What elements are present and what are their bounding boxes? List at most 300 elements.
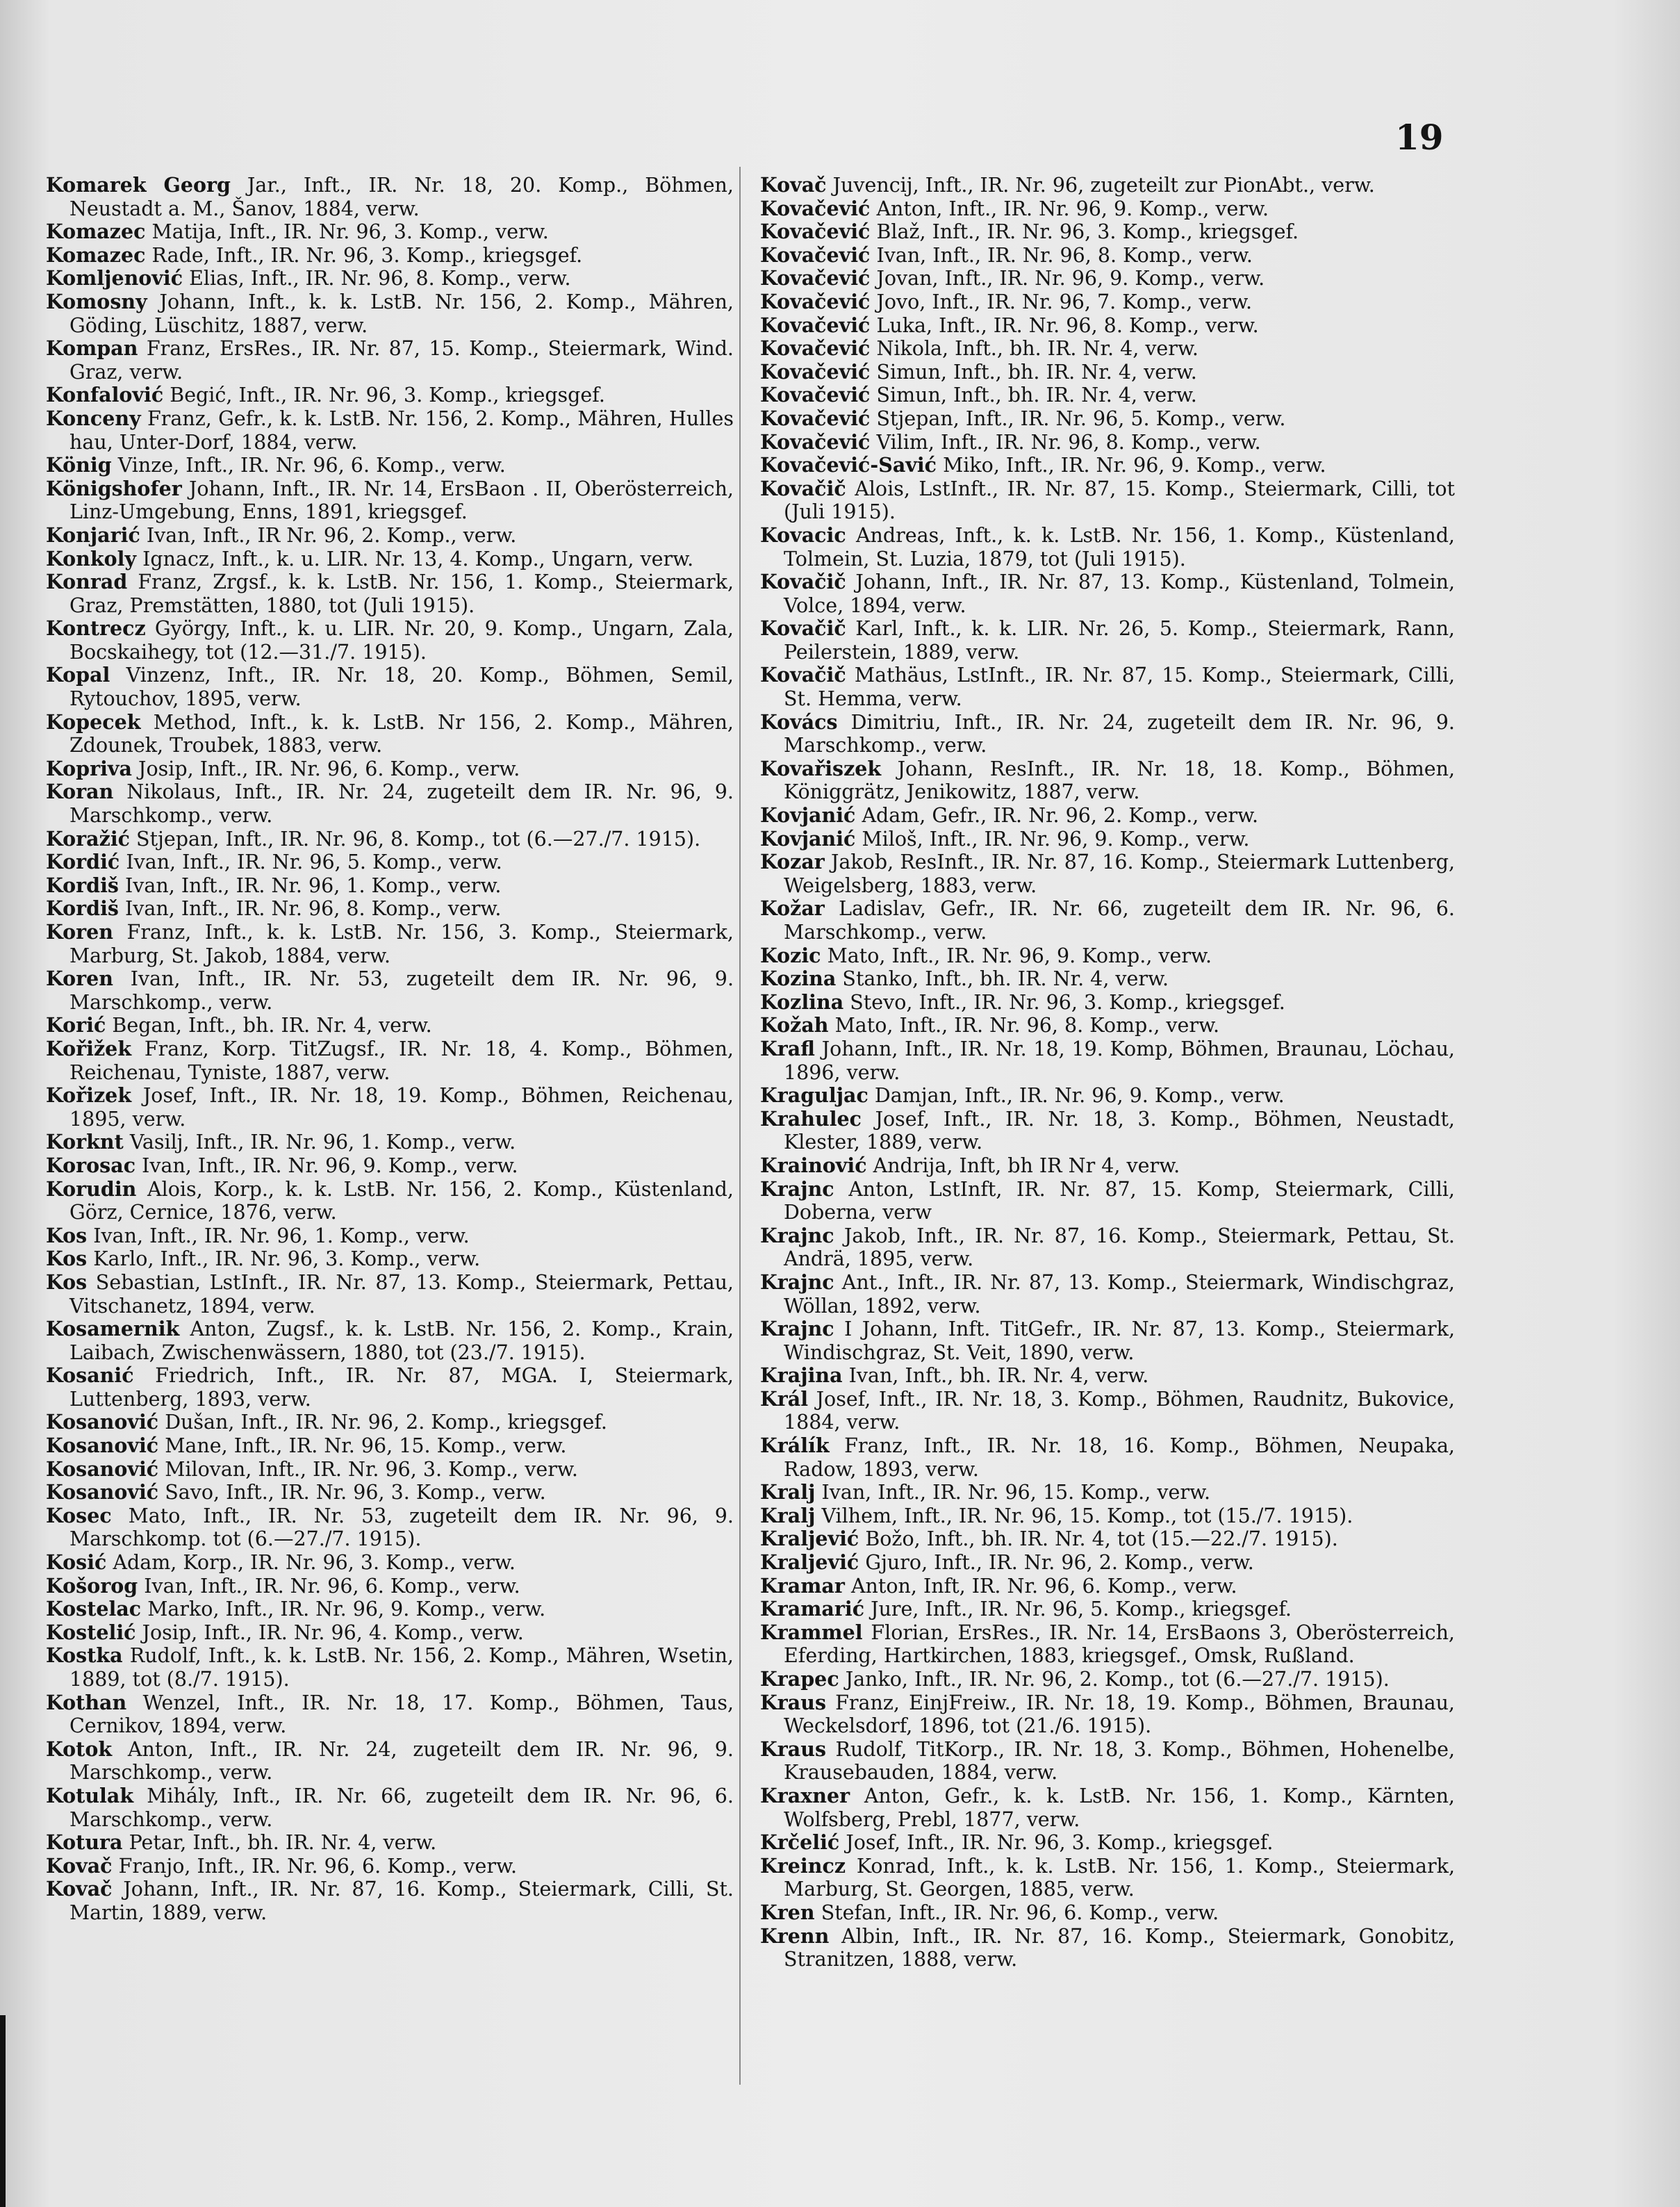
entry-details: Stanko, Inft., bh. IR. Nr. 4, verw.	[836, 967, 1169, 991]
register-entry	[46, 220, 734, 244]
entry-details: Franz, EinjFreiw., IR. Nr. 18, 19. Komp., Böhmen, Braunau, Weckelsdorf, 1896, tot (21./6. 1915).	[784, 1691, 1455, 1738]
register-entry	[46, 1551, 734, 1575]
entry-details: Franz, ErsRes., IR. Nr. 87, 15. Komp., Steiermark, Wind. Graz, verw.	[69, 337, 734, 384]
entry-surname: Konkoly	[46, 546, 137, 571]
entry-surname: Kovačević	[760, 359, 871, 384]
entry-surname: Kovjanić	[760, 826, 856, 851]
entry-details: Luka, Inft., IR. Nr. 96, 8. Komp., verw.	[870, 313, 1259, 337]
entry-details: Josef, Inft., IR. Nr. 18, 3. Komp., Böhmen, Raudnitz, Bukovice, 1884, verw.	[784, 1387, 1455, 1434]
register-entry	[46, 1575, 734, 1598]
register-entry	[760, 1575, 1455, 1598]
entry-surname: Kostka	[46, 1643, 123, 1668]
entry-surname: Krčelić	[760, 1830, 840, 1855]
entry-surname: Krajnc	[760, 1270, 834, 1294]
entry-details: Jovo, Inft., IR. Nr. 96, 7. Komp., verw.	[870, 290, 1253, 313]
entry-surname: Kožah	[760, 1013, 829, 1037]
entry-details: Jure, Inft., IR. Nr. 96, 5. Komp., kriegsgef.	[864, 1598, 1292, 1621]
register-entry	[46, 174, 734, 220]
entry-details: Ivan, Inft., IR. Nr. 96, 8. Komp., verw.	[870, 243, 1253, 267]
entry-surname: Koren	[46, 920, 114, 944]
entry-details: Ivan, Inft., IR. Nr. 96, 1. Komp., verw.	[87, 1224, 470, 1247]
register-entry	[760, 1785, 1455, 1831]
entry-surname: Kovacic	[760, 523, 846, 547]
entry-details: Adam, Korp., IR. Nr. 96, 3. Komp., verw.	[106, 1551, 516, 1575]
entry-surname: Konjarić	[46, 523, 140, 547]
entry-details: Karl, Inft., k. k. LIR. Nr. 26, 5. Komp., Steiermark, Rann, Peilerstein, 1889, verw.	[784, 617, 1455, 664]
entry-details: Mato, Inft., IR. Nr. 53, zugeteilt dem IR. Nr. 96, 9. Marschkomp. tot (6.—27./7. 1915).	[69, 1504, 734, 1551]
entry-surname: Kožar	[760, 896, 825, 921]
register-entry	[760, 1504, 1455, 1528]
entry-details: Alois, Korp., k. k. LstB. Nr. 156, 2. Komp., Küstenland, Görz, Cernice, 1876, verw.	[69, 1177, 734, 1224]
entry-surname: Košorog	[46, 1573, 138, 1598]
entry-surname: Krapec	[760, 1667, 839, 1691]
entry-details: Jar., Inft., IR. Nr. 18, 20. Komp., Böhmen, Neustadt a. M., Šanov, 1884, verw.	[69, 174, 734, 220]
register-entry	[760, 991, 1455, 1015]
entry-details: Began, Inft., bh. IR. Nr. 4, verw.	[106, 1014, 432, 1037]
entry-surname: Kovačević	[760, 429, 871, 454]
entry-details: Anton, Inft., IR. Nr. 96, 9. Komp., verw.	[870, 197, 1269, 220]
left-column	[46, 174, 734, 1925]
entry-surname: Kordiš	[46, 873, 119, 897]
entry-surname: Kramar	[760, 1573, 845, 1598]
entry-surname: Krainović	[760, 1153, 867, 1177]
entry-surname: Krenn	[760, 1923, 830, 1948]
register-entry	[46, 1831, 734, 1855]
entry-surname: Kovačič	[760, 476, 846, 500]
register-entry	[46, 921, 734, 967]
register-entry	[46, 851, 734, 874]
entry-details: György, Inft., k. u. LIR. Nr. 20, 9. Komp., Ungarn, Zala, Bocskaihegy, tot (12.—31./7. 1915).	[69, 617, 734, 664]
register-entry	[760, 804, 1455, 828]
entry-details: Rudolf, TitKorp., IR. Nr. 18, 3. Komp., Böhmen, Hohenelbe, Krausebauden, 1884, verw.	[784, 1737, 1455, 1785]
entry-details: Josip, Inft., IR. Nr. 96, 4. Komp., verw.	[135, 1621, 524, 1644]
entry-surname: Kozic	[760, 943, 821, 967]
entry-surname: Krafl	[760, 1036, 815, 1060]
entry-details: Ivan, Inft., IR Nr. 96, 2. Komp., verw.	[140, 523, 517, 547]
register-entry	[46, 1364, 734, 1411]
entry-surname: Krajina	[760, 1363, 843, 1388]
register-entry	[46, 267, 734, 290]
entry-details: Marko, Inft., IR. Nr. 96, 9. Komp., verw.	[141, 1598, 546, 1621]
register-entry	[760, 1668, 1455, 1691]
entry-surname: Kovačević	[760, 383, 871, 407]
entry-details: Miko, Inft., IR. Nr. 96, 9. Komp., verw.	[937, 454, 1326, 477]
entry-surname: Kovačević	[760, 406, 871, 430]
entry-surname: Königshofer	[46, 476, 182, 500]
entry-surname: Kozlina	[760, 990, 844, 1014]
register-entry	[760, 1434, 1455, 1481]
entry-details: Mato, Inft., IR. Nr. 96, 8. Komp., verw.	[828, 1014, 1220, 1037]
entry-surname: Král	[760, 1386, 809, 1411]
entry-surname: Kraljević	[760, 1527, 859, 1551]
entry-surname: Korknt	[46, 1130, 124, 1154]
entry-surname: Kozina	[760, 967, 837, 991]
entry-details: Ivan, Inft., IR. Nr. 96, 1. Komp., verw.	[118, 873, 502, 897]
register-entry	[46, 1318, 734, 1364]
entry-details: Jakob, ResInft., IR. Nr. 87, 16. Komp., Steiermark Luttenberg, Weigelsberg, 1883, verw.	[784, 851, 1455, 897]
register-entry	[760, 1224, 1455, 1271]
entry-details: Vinze, Inft., IR. Nr. 96, 6. Komp., verw.	[111, 454, 506, 477]
entry-surname: Komazec	[46, 243, 146, 267]
entry-surname: Kosanović	[46, 1457, 159, 1481]
register-entry	[760, 1037, 1455, 1084]
register-entry	[46, 967, 734, 1014]
register-entry	[46, 1598, 734, 1621]
entry-surname: Kosamernik	[46, 1317, 180, 1341]
entry-surname: Kraljević	[760, 1550, 859, 1575]
entry-details: Josef, Inft., IR. Nr. 96, 3. Komp., kriegsgef.	[839, 1831, 1274, 1855]
register-entry	[760, 220, 1455, 244]
entry-surname: Kraxner	[760, 1783, 850, 1807]
entry-details: Florian, ErsRes., IR. Nr. 14, ErsBaons 3, Oberösterreich, Eferding, Hartkirchen, 1883, kriegsgef., Omsk, Rußland.	[784, 1621, 1455, 1668]
register-entry	[760, 524, 1455, 571]
entry-surname: Konfalović	[46, 383, 164, 407]
register-entry	[760, 1901, 1455, 1925]
register-entry	[760, 1551, 1455, 1575]
register-entry	[46, 1644, 734, 1691]
entry-details: Franz, Zrgsf., k. k. LstB. Nr. 156, 1. Komp., Steiermark, Graz, Premstätten, 1880, tot (Juli 1915).	[69, 571, 734, 617]
register-entry	[46, 290, 734, 337]
register-entry	[760, 267, 1455, 290]
register-entry	[760, 617, 1455, 664]
register-entry	[760, 1084, 1455, 1108]
entry-surname: Kopal	[46, 663, 110, 687]
register-entry	[46, 1131, 734, 1154]
entry-details: Begić, Inft., IR. Nr. 96, 3. Komp., kriegsgef.	[163, 384, 605, 407]
entry-details: Stefan, Inft., IR. Nr. 96, 6. Komp., verw.	[814, 1901, 1219, 1924]
entry-details: Božo, Inft., bh. IR. Nr. 4, tot (15.—22./7. 1915).	[859, 1527, 1338, 1551]
entry-details: Wenzel, Inft., IR. Nr. 18, 17. Komp., Böhmen, Taus, Cernikov, 1894, verw.	[69, 1691, 734, 1738]
register-entry	[760, 1481, 1455, 1504]
entry-details: Vilim, Inft., IR. Nr. 96, 8. Komp., verw.	[870, 430, 1261, 454]
entry-surname: Kovačević-Savić	[760, 453, 937, 477]
entry-details: Franz, Gefr., k. k. LstB. Nr. 156, 2. Komp., Mähren, Hulles hau, Unter-Dorf, 1884, verw.	[69, 407, 734, 454]
register-entry	[46, 1738, 734, 1785]
entry-surname: Kořižek	[46, 1036, 132, 1060]
entry-details: Friedrich, Inft., IR. Nr. 87, MGA. I, Steiermark, Luttenberg, 1893, verw.	[69, 1364, 734, 1411]
entry-details: Mane, Inft., IR. Nr. 96, 15. Komp., verw.	[158, 1434, 567, 1458]
register-entry	[46, 1411, 734, 1434]
entry-surname: Koran	[46, 780, 114, 804]
entry-surname: Kosić	[46, 1550, 107, 1575]
register-entry	[760, 361, 1455, 384]
register-entry	[46, 1014, 734, 1037]
entry-surname: Králík	[760, 1434, 830, 1458]
entry-details: Josef, Inft., IR. Nr. 18, 3. Komp., Böhmen, Neustadt, Klester, 1889, verw.	[784, 1107, 1455, 1154]
entry-surname: Kothan	[46, 1690, 127, 1714]
entry-details: Franz, Inft., k. k. LstB. Nr. 156, 3. Komp., Steiermark, Marburg, St. Jakob, 1884, verw.	[69, 921, 734, 967]
entry-details: Karlo, Inft., IR. Nr. 96, 3. Komp., verw.	[87, 1247, 481, 1271]
entry-details: Jovan, Inft., IR. Nr. 96, 9. Komp., verw.	[870, 267, 1265, 290]
entry-surname: Kos	[46, 1247, 88, 1271]
entry-surname: Kovačević	[760, 243, 871, 267]
entry-details: Ignacz, Inft., k. u. LIR. Nr. 13, 4. Komp., Ungarn, verw.	[136, 547, 694, 571]
entry-details: Johann, Inft., IR. Nr. 18, 19. Komp, Böhmen, Braunau, Löchau, 1896, verw.	[784, 1037, 1455, 1084]
entry-surname: Krahulec	[760, 1106, 862, 1131]
entry-surname: Kovačević	[760, 313, 871, 337]
entry-details: Vinzenz, Inft., IR. Nr. 18, 20. Komp., Böhmen, Semil, Rytouchov, 1895, verw.	[69, 664, 734, 711]
entry-surname: Kosanović	[46, 1434, 159, 1458]
entry-surname: Kovačič	[760, 616, 846, 641]
entry-details: Stjepan, Inft., IR. Nr. 96, 5. Komp., verw.	[870, 407, 1286, 430]
entry-surname: Kotura	[46, 1830, 123, 1855]
entry-details: Konrad, Inft., k. k. LstB. Nr. 156, 1. Komp., Steiermark, Marburg, St. Georgen, 1885, verw.	[784, 1854, 1455, 1901]
register-entry	[760, 1925, 1455, 1971]
entry-surname: Kralj	[760, 1503, 816, 1527]
entry-surname: Korudin	[46, 1176, 137, 1201]
entry-surname: Kostelić	[46, 1620, 136, 1644]
entry-surname: Kotok	[46, 1737, 113, 1761]
entry-details: Petar, Inft., bh. IR. Nr. 4, verw.	[122, 1831, 437, 1855]
entry-surname: Kovačević	[760, 220, 871, 244]
entry-surname: Kovač	[46, 1853, 113, 1878]
entry-details: Anton, Inft, IR. Nr. 96, 6. Komp., verw.	[844, 1574, 1237, 1598]
register-entry	[760, 664, 1455, 710]
entry-details: Janko, Inft., IR. Nr. 96, 2. Komp., tot (6.—27./7. 1915).	[839, 1668, 1390, 1691]
entry-details: Ivan, Inft., IR. Nr. 96, 5. Komp., verw.	[120, 851, 502, 874]
entry-details: Stjepan, Inft., IR. Nr. 96, 8. Komp., tot (6.—27./7. 1915).	[130, 827, 701, 851]
register-entry	[46, 1271, 734, 1318]
register-entry	[760, 1154, 1455, 1178]
register-entry	[46, 1458, 734, 1482]
entry-surname: Kreincz	[760, 1853, 846, 1878]
register-entry	[46, 477, 734, 524]
entry-details: Nikolaus, Inft., IR. Nr. 24, zugeteilt dem IR. Nr. 96, 9. Marschkomp., verw.	[69, 780, 734, 828]
entry-surname: Kordić	[46, 850, 120, 874]
entry-surname: Kovačević	[760, 196, 871, 220]
entry-details: Milovan, Inft., IR. Nr. 96, 3. Komp., verw.	[158, 1457, 578, 1481]
entry-details: Nikola, Inft., bh. IR. Nr. 4, verw.	[870, 337, 1199, 361]
entry-details: Alois, LstInft., IR. Nr. 87, 15. Komp., Steiermark, Cilli, tot (Juli 1915).	[784, 477, 1455, 524]
register-entry	[46, 384, 734, 407]
entry-surname: Korić	[46, 1013, 106, 1037]
entry-details: Franz, Korp. TitZugsf., IR. Nr. 18, 4. Komp., Böhmen, Reichenau, Tyniste, 1887, verw.	[69, 1037, 734, 1084]
entry-surname: Kovač	[46, 1877, 113, 1901]
entry-surname: Kovačević	[760, 289, 871, 313]
register-entry	[760, 1388, 1455, 1434]
entry-surname: Kompan	[46, 336, 138, 361]
entry-surname: Koražić	[46, 826, 130, 851]
register-entry	[760, 384, 1455, 407]
entry-surname: Korosac	[46, 1153, 136, 1177]
register-entry	[46, 454, 734, 477]
entry-details: Juvencij, Inft., IR. Nr. 96, zugeteilt zur PionAbt., verw.	[826, 174, 1375, 197]
entry-surname: Kralj	[760, 1480, 816, 1504]
entry-surname: Krajnc	[760, 1176, 834, 1201]
entry-surname: Kren	[760, 1900, 815, 1924]
entry-surname: Komazec	[46, 220, 146, 244]
entry-surname: Konrad	[46, 570, 128, 594]
entry-details: Rade, Inft., IR. Nr. 96, 3. Komp., kriegsgef.	[145, 243, 583, 267]
entry-surname: Kovačič	[760, 663, 846, 687]
entry-details: Method, Inft., k. k. LstB. Nr 156, 2. Komp., Mähren, Zdounek, Troubek, 1883, verw.	[69, 710, 734, 757]
register-entry	[46, 244, 734, 268]
register-entry	[760, 1598, 1455, 1621]
register-entry	[46, 407, 734, 454]
entry-details: I Johann, Inft. TitGefr., IR. Nr. 87, 13. Komp., Steiermark, Windischgraz, St. Veit, 1890, verw.	[784, 1318, 1455, 1364]
register-entry	[46, 1621, 734, 1645]
register-entry	[760, 967, 1455, 991]
entry-surname: Koren	[46, 967, 114, 991]
entry-details: Dimitriu, Inft., IR. Nr. 24, zugeteilt dem IR. Nr. 96, 9. Marschkomp., verw.	[784, 710, 1455, 757]
binding-edge	[0, 2015, 54, 2207]
entry-surname: Kořizek	[46, 1083, 132, 1108]
entry-surname: Krajnc	[760, 1317, 834, 1341]
register-entry	[760, 1855, 1455, 1901]
entry-surname: Kovačević	[760, 266, 871, 290]
entry-surname: Kovač	[760, 173, 827, 197]
entry-details: Elias, Inft., IR. Nr. 96, 8. Komp., verw.	[183, 267, 571, 290]
entry-details: Josef, Inft., IR. Nr. 18, 19. Komp., Böhmen, Reichenau, 1895, verw.	[69, 1084, 734, 1131]
entry-details: Simun, Inft., bh. IR. Nr. 4, verw.	[870, 360, 1197, 384]
register-entry	[760, 851, 1455, 897]
entry-details: Ladislav, Gefr., IR. Nr. 66, zugeteilt dem IR. Nr. 96, 6. Marschkomp., verw.	[784, 897, 1455, 944]
entry-surname: Kotulak	[46, 1783, 134, 1807]
register-entry	[46, 874, 734, 898]
entry-details: Stevo, Inft., IR. Nr. 96, 3. Komp., kriegsgef.	[843, 990, 1285, 1014]
entry-details: Jakob, Inft., IR. Nr. 87, 16. Komp., Steiermark, Pettau, St. Andrä, 1895, verw.	[784, 1224, 1455, 1271]
register-entry	[46, 571, 734, 617]
entry-details: Johann, Inft., IR. Nr. 87, 16. Komp., Steiermark, Cilli, St. Martin, 1889, verw.	[69, 1878, 734, 1924]
entry-details: Dušan, Inft., IR. Nr. 96, 2. Komp., kriegsgef.	[158, 1411, 607, 1434]
register-entry	[46, 897, 734, 921]
entry-surname: Krammel	[760, 1620, 863, 1644]
entry-surname: Kovačič	[760, 570, 846, 594]
entry-details: Mathäus, LstInft., IR. Nr. 87, 15. Komp., Steiermark, Cilli, St. Hemma, verw.	[784, 664, 1455, 711]
entry-details: Anton, Gefr., k. k. LstB. Nr. 156, 1. Komp., Kärnten, Wolfsberg, Prebl, 1877, verw.	[784, 1784, 1455, 1831]
entry-details: Johann, Inft., k. k. LstB. Nr. 156, 2. Komp., Mähren, Göding, Lüschitz, 1887, verw.	[69, 290, 734, 337]
register-entry	[760, 1621, 1455, 1668]
register-entry	[760, 1108, 1455, 1154]
register-entry	[760, 1271, 1455, 1318]
column-divider	[739, 167, 741, 2085]
entry-details: Damjan, Inft., IR. Nr. 96, 9. Komp., verw.	[868, 1084, 1285, 1108]
entry-surname: Kovařiszek	[760, 756, 882, 780]
entry-details: Ivan, Inft., IR. Nr. 53, zugeteilt dem IR. Nr. 96, 9. Marschkomp., verw.	[69, 967, 734, 1014]
entry-surname: Kosanić	[46, 1363, 134, 1388]
entry-details: Ivan, Inft., IR. Nr. 96, 15. Komp., verw.	[815, 1481, 1211, 1504]
register-entry	[46, 337, 734, 384]
register-entry	[760, 1527, 1455, 1551]
entry-surname: Kos	[46, 1270, 88, 1294]
entry-surname: Komljenović	[46, 266, 183, 290]
entry-details: Savo, Inft., IR. Nr. 96, 3. Komp., verw.	[158, 1481, 546, 1504]
register-entry	[46, 617, 734, 664]
register-entry	[760, 1318, 1455, 1364]
entry-details: Ivan, Inft., IR. Nr. 96, 8. Komp., verw.	[118, 897, 502, 921]
entry-details: Sebastian, LstInft., IR. Nr. 87, 13. Komp., Steiermark, Pettau, Vitschanetz, 1894, verw.	[69, 1270, 734, 1318]
register-entry	[46, 828, 734, 851]
register-entry	[760, 477, 1455, 524]
register-entry	[760, 454, 1455, 477]
register-entry	[760, 1691, 1455, 1738]
register-entry	[760, 944, 1455, 968]
register-entry	[760, 314, 1455, 338]
entry-surname: Kos	[46, 1223, 88, 1247]
register-entry	[46, 757, 734, 781]
entry-surname: Kovačević	[760, 336, 871, 361]
entry-details: Ivan, Inft., bh. IR. Nr. 4, verw.	[842, 1364, 1149, 1388]
register-entry	[760, 197, 1455, 221]
register-entry	[46, 1691, 734, 1738]
entry-surname: Kovács	[760, 709, 838, 734]
entry-details: Johann, Inft., IR. Nr. 14, ErsBaon . II, Oberösterreich, Linz-Umgebung, Enns, 1891, kriegsgef.	[69, 477, 734, 524]
register-entry	[46, 1224, 734, 1248]
entry-surname: König	[46, 453, 112, 477]
entry-surname: Kosanović	[46, 1480, 159, 1504]
register-entry	[760, 757, 1455, 804]
register-entry	[760, 1831, 1455, 1855]
entry-surname: Kraus	[760, 1737, 827, 1761]
entry-details: Mihály, Inft., IR. Nr. 66, zugeteilt dem IR. Nr. 96, 6. Marschkomp., verw.	[69, 1784, 734, 1831]
entry-surname: Kraus	[760, 1690, 827, 1714]
register-entry	[46, 1504, 734, 1551]
entry-details: Vasilj, Inft., IR. Nr. 96, 1. Komp., verw.	[123, 1131, 516, 1154]
register-entry	[46, 1785, 734, 1831]
register-entry	[46, 1084, 734, 1131]
entry-details: Vilhem, Inft., IR. Nr. 96, 15. Komp., tot (15./7. 1915).	[815, 1504, 1353, 1527]
entry-details: Ivan, Inft., IR. Nr. 96, 9. Komp., verw.	[135, 1154, 518, 1177]
register-entry	[46, 780, 734, 827]
register-entry	[46, 548, 734, 571]
entry-details: Anton, LstInft, IR. Nr. 87, 15. Komp, Steiermark, Cilli, Doberna, verw	[784, 1177, 1455, 1224]
entry-surname: Krajnc	[760, 1223, 834, 1247]
right-column	[760, 174, 1455, 1971]
entry-details: Johann, ResInft., IR. Nr. 18, 18. Komp., Böhmen, Königgrätz, Jenikowitz, 1887, verw.	[784, 757, 1455, 804]
entry-surname: Kramarić	[760, 1597, 865, 1621]
entry-details: Gjuro, Inft., IR. Nr. 96, 2. Komp., verw.	[859, 1551, 1254, 1575]
entry-details: Ant., Inft., IR. Nr. 87, 13. Komp., Steiermark, Windischgraz, Wöllan, 1892, verw.	[784, 1270, 1455, 1318]
entry-details: Albin, Inft., IR. Nr. 87, 16. Komp., Steiermark, Gonobitz, Stranitzen, 1888, verw.	[784, 1924, 1455, 1971]
register-entry	[760, 1014, 1455, 1037]
register-entry	[760, 431, 1455, 454]
entry-surname: Konceny	[46, 406, 141, 430]
entry-details: Franjo, Inft., IR. Nr. 96, 6. Komp., verw.	[112, 1854, 518, 1878]
register-entry	[760, 337, 1455, 361]
entry-surname: Kovjanić	[760, 803, 856, 828]
entry-details: Andrija, Inft, bh IR Nr 4, verw.	[866, 1154, 1180, 1177]
register-entry	[46, 1434, 734, 1458]
register-entry	[760, 1364, 1455, 1388]
entry-details: Anton, Zugsf., k. k. LstB. Nr. 156, 2. Komp., Krain, Laibach, Zwischenwässern, 1880, tot (23./7. 1915).	[69, 1318, 734, 1364]
entry-surname: Kordiš	[46, 896, 119, 921]
entry-details: Rudolf, Inft., k. k. LstB. Nr. 156, 2. Komp., Mähren, Wsetin, 1889, tot (8./7. 1915).	[69, 1644, 734, 1691]
register-entry	[760, 1178, 1455, 1224]
entry-surname: Kosec	[46, 1503, 112, 1527]
entry-surname: Kostelac	[46, 1597, 142, 1621]
entry-details: Blaž, Inft., IR. Nr. 96, 3. Komp., kriegsgef.	[870, 220, 1299, 244]
register-entry	[760, 1738, 1455, 1785]
register-entry	[46, 711, 734, 757]
entry-details: Miloš, Inft., IR. Nr. 96, 9. Komp., verw.	[855, 827, 1250, 851]
entry-surname: Komarek Georg	[46, 173, 231, 197]
register-entry	[760, 828, 1455, 851]
register-entry	[760, 571, 1455, 617]
entry-details: Franz, Inft., IR. Nr. 18, 16. Komp., Böhmen, Neupaka, Radow, 1893, verw.	[784, 1434, 1455, 1481]
register-entry	[46, 1178, 734, 1224]
register-entry	[46, 664, 734, 710]
register-entry	[46, 524, 734, 548]
register-entry	[46, 1037, 734, 1084]
register-entry	[760, 407, 1455, 431]
register-entry	[760, 290, 1455, 314]
entry-details: Adam, Gefr., IR. Nr. 96, 2. Komp., verw.	[855, 804, 1259, 828]
register-entry	[46, 1878, 734, 1924]
entry-details: Ivan, Inft., IR. Nr. 96, 6. Komp., verw.	[138, 1574, 520, 1598]
entry-details: Josip, Inft., IR. Nr. 96, 6. Komp., verw.	[131, 757, 520, 780]
entry-surname: Kosanović	[46, 1410, 159, 1434]
entry-details: Johann, Inft., IR. Nr. 87, 13. Komp., Küstenland, Tolmein, Volce, 1894, verw.	[784, 571, 1455, 617]
